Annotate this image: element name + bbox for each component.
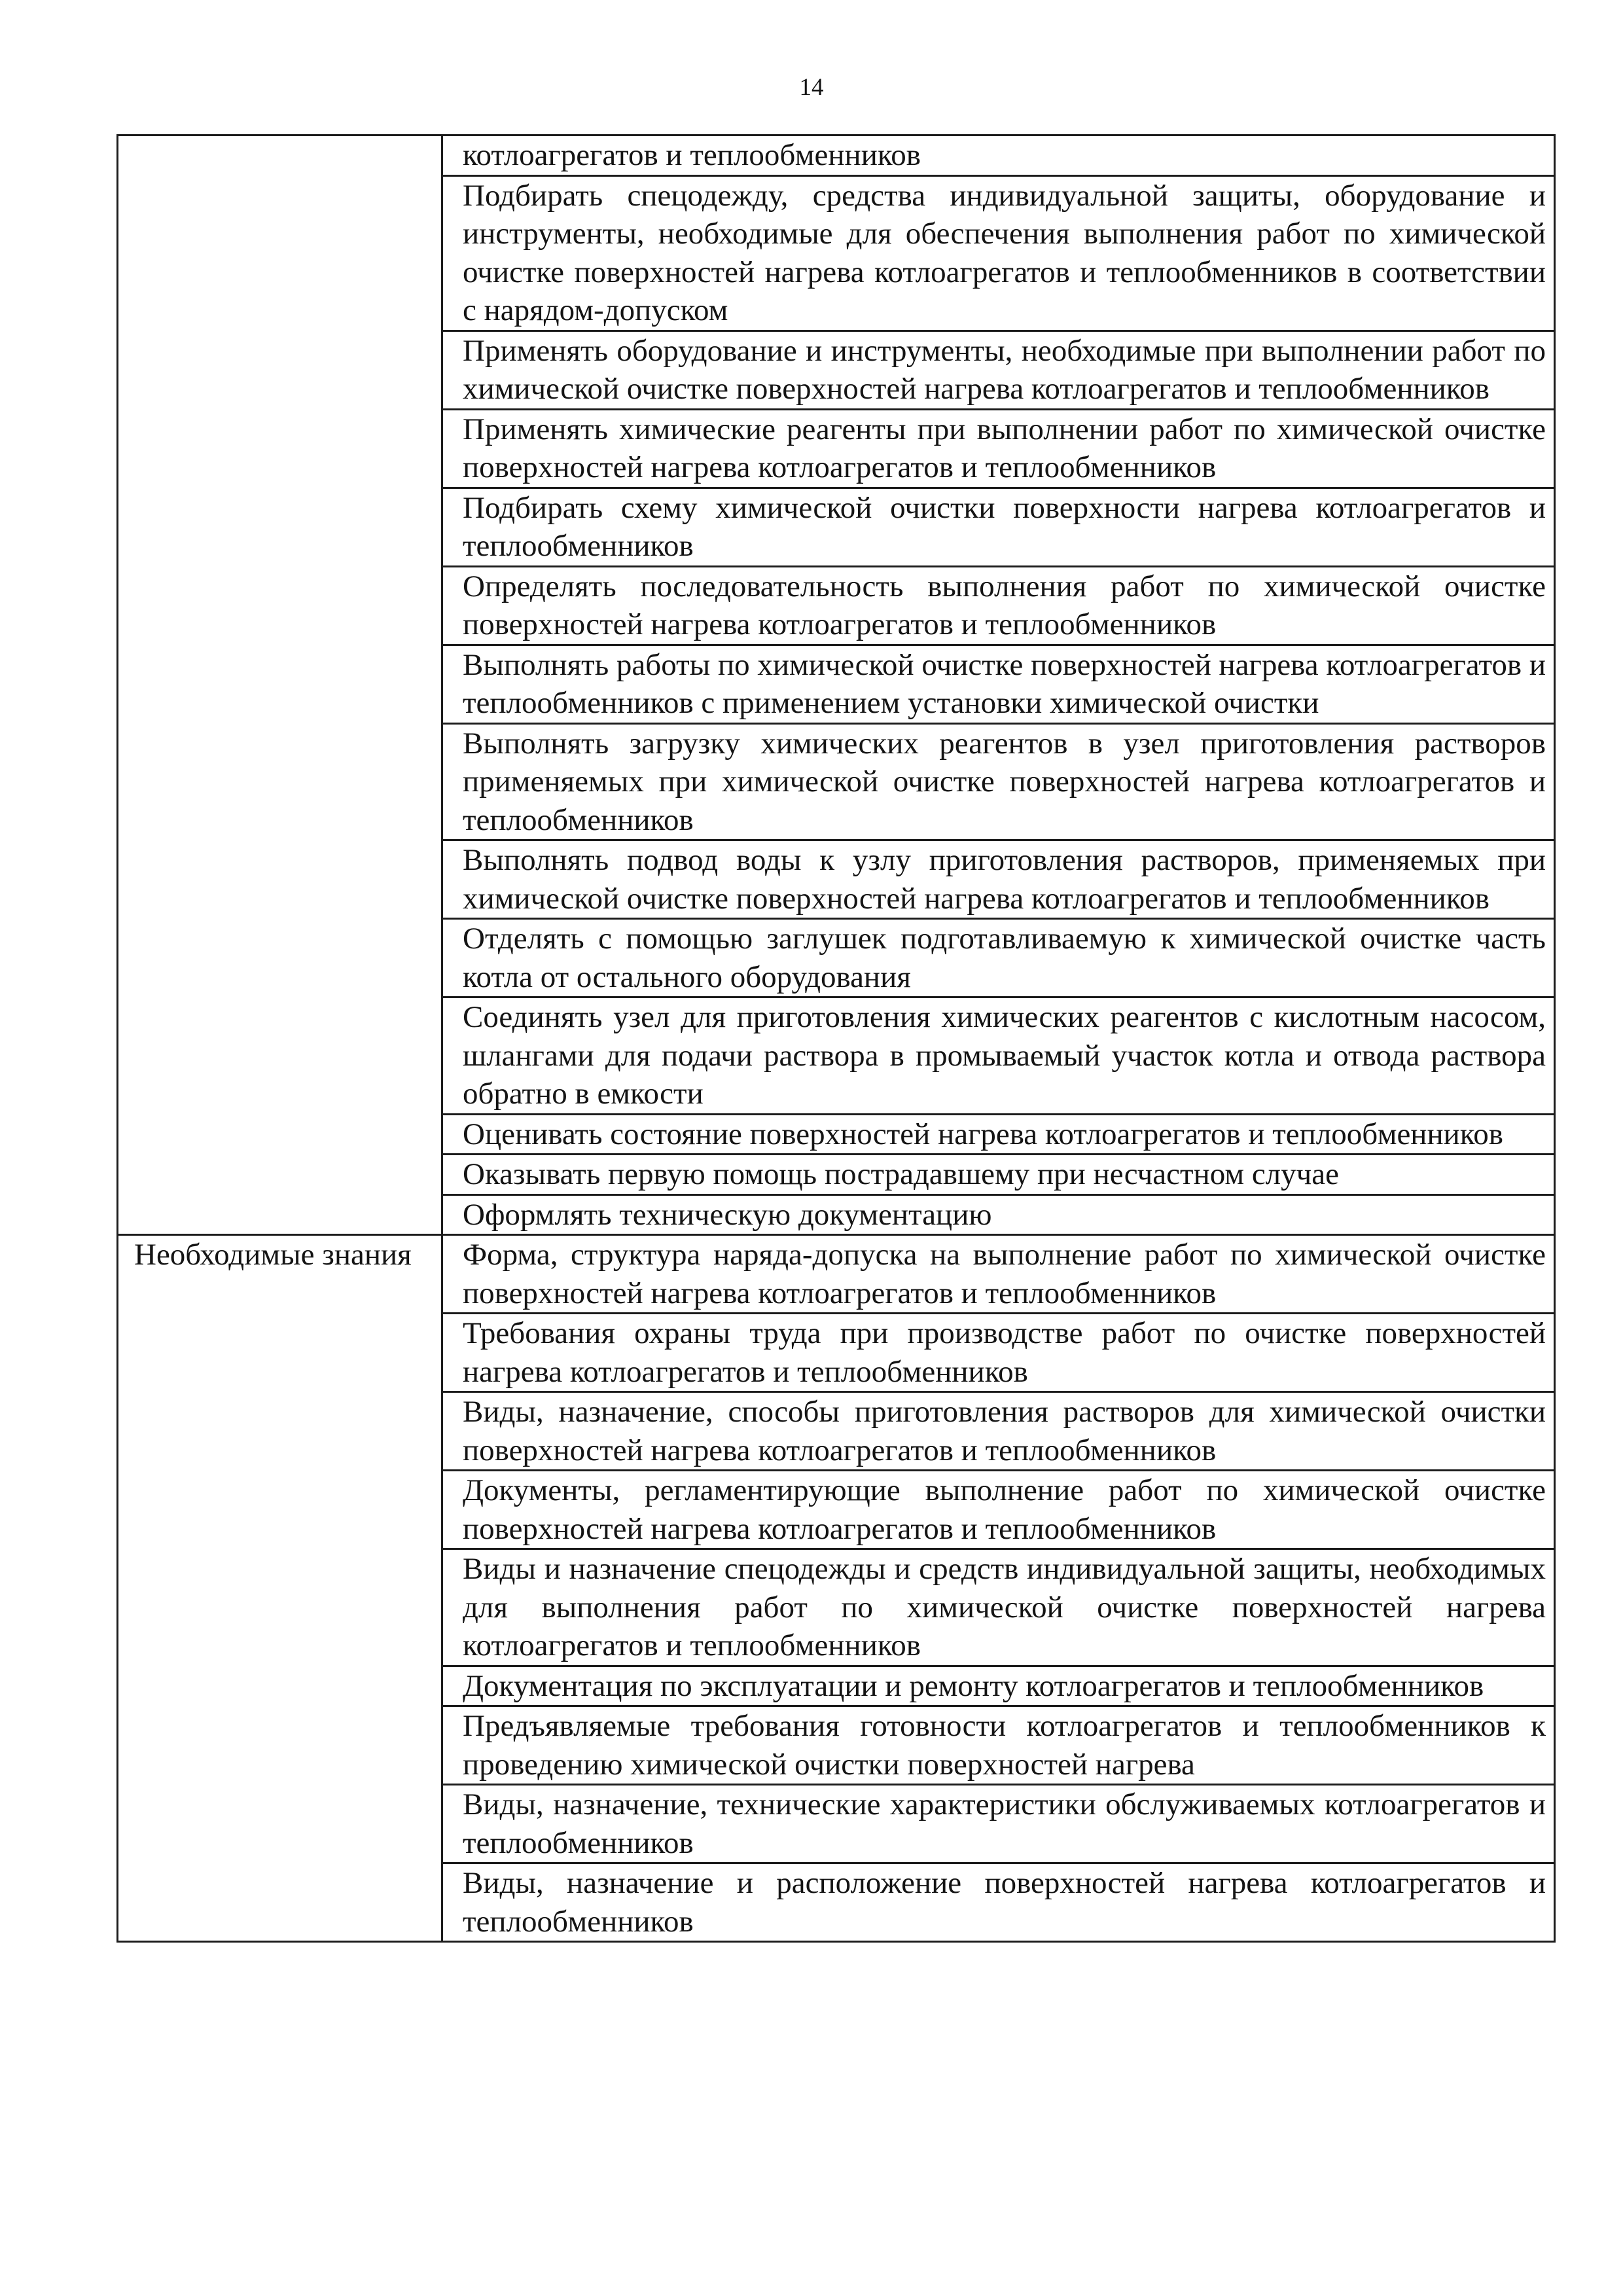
skill-item-text: Применять химические реагенты при выполнении работ по химической очистке поверхностей нагрева котлоагрегатов и теплообменников (463, 412, 1546, 484)
skill-item-text: Отделять с помощью заглушек подготавливаемую к химической очистке часть котла от остального оборудования (463, 922, 1546, 994)
knowledge-item (442, 1666, 1555, 1706)
knowledge-item (442, 1706, 1555, 1785)
skill-item (442, 840, 1555, 919)
knowledge-item-text: Документация по эксплуатации и ремонту котлоагрегатов и теплообменников (463, 1668, 1484, 1703)
skill-item (442, 488, 1555, 566)
skill-item (442, 409, 1555, 488)
knowledge-item-text: Форма, структура наряда-допуска на выполнение работ по химической очистке поверхностей нагрева котлоагрегатов и теплообменников (463, 1238, 1546, 1310)
skill-item-text: Соединять узел для приготовления химических реагентов с кислотным насосом, шлангами для подачи раствора в промываемый участок котла и отвода раствора обратно в емкости (463, 1000, 1546, 1111)
requirements-table (116, 134, 1556, 1943)
skill-item-text: Оказывать первую помощь пострадавшему при несчастном случае (463, 1157, 1339, 1191)
table-row (118, 135, 1555, 176)
knowledge-item-text: Виды и назначение спецодежды и средств индивидуальной защиты, необходимых для выполнения работ по химической очистке поверхностей нагрева котлоагрегатов и теплообменников (463, 1552, 1546, 1662)
knowledge-item (442, 1785, 1555, 1863)
knowledge-item (442, 1392, 1555, 1471)
requirements-table-body (118, 135, 1555, 1942)
table-row (118, 1235, 1555, 1314)
skill-item (442, 331, 1555, 409)
skill-item (442, 645, 1555, 723)
skill-item-text: Выполнять подвод воды к узлу приготовления растворов, применяемых при химической очистке поверхностей нагрева котлоагрегатов и теплообменников (463, 843, 1546, 916)
group-label-cell (118, 1235, 442, 1942)
page-number: 14 (799, 74, 824, 101)
group-label-cell (118, 135, 442, 1235)
knowledge-item-text: Документы, регламентирующие выполнение работ по химической очистке поверхностей нагрева котлоагрегатов и теплообменников (463, 1473, 1546, 1546)
skill-item-text: Выполнять загрузку химических реагентов в узел приготовления растворов применяемых при химической очистке поверхностей нагрева котлоагрегатов и теплообменников (463, 726, 1546, 837)
skill-item-text: Оценивать состояние поверхностей нагрева котлоагрегатов и теплообменников (463, 1117, 1503, 1151)
skill-item-text: Применять оборудование и инструменты, необходимые при выполнении работ по химической очистке поверхностей нагрева котлоагрегатов и теплообменников (463, 333, 1546, 406)
knowledge-item (442, 1314, 1555, 1392)
skill-item (442, 1155, 1555, 1195)
knowledge-item-text: Предъявляемые требования готовности котлоагрегатов и теплообменников к проведению химической очистки поверхностей нагрева (463, 1709, 1546, 1782)
knowledge-item-text: Виды, назначение и расположение поверхностей нагрева котлоагрегатов и теплообменников (463, 1866, 1546, 1939)
skill-item-text: котлоагрегатов и теплообменников (463, 138, 921, 172)
skill-item-text: Оформлять техническую документацию (463, 1197, 992, 1232)
skill-item-text: Выполнять работы по химической очистке поверхностей нагрева котлоагрегатов и теплообменников с применением установки химической очистки (463, 647, 1546, 720)
knowledge-item-text: Виды, назначение, технические характеристики обслуживаемых котлоагрегатов и теплообменников (463, 1787, 1546, 1860)
skill-item (442, 723, 1555, 840)
skill-item (442, 997, 1555, 1115)
knowledge-item-text: Требования охраны труда при производстве работ по очистке поверхностей нагрева котлоагрегатов и теплообменников (463, 1316, 1546, 1389)
skill-item (442, 566, 1555, 645)
skill-item (442, 1114, 1555, 1155)
skill-item (442, 175, 1555, 331)
skill-item (442, 919, 1555, 997)
skill-item-text: Определять последовательность выполнения работ по химической очистке поверхностей нагрева котлоагрегатов и теплообменников (463, 569, 1546, 641)
knowledge-item (442, 1235, 1555, 1314)
skill-item-text: Подбирать схему химической очистки поверхности нагрева котлоагрегатов и теплообменников (463, 490, 1546, 563)
knowledge-item (442, 1549, 1555, 1666)
knowledge-item (442, 1863, 1555, 1942)
skill-item-text: Подбирать спецодежду, средства индивидуальной защиты, оборудование и инструменты, необходимые для обеспечения выполнения работ по химической очистке поверхностей нагрева котлоагрегатов и теплообменников в соответствии с нарядом-допуском (463, 178, 1546, 327)
group-label: Необходимые знания (134, 1238, 412, 1272)
knowledge-item (442, 1471, 1555, 1549)
skill-item (442, 135, 1555, 176)
skill-item (442, 1194, 1555, 1235)
knowledge-item-text: Виды, назначение, способы приготовления растворов для химической очистки поверхностей нагрева котлоагрегатов и теплообменников (463, 1395, 1546, 1467)
